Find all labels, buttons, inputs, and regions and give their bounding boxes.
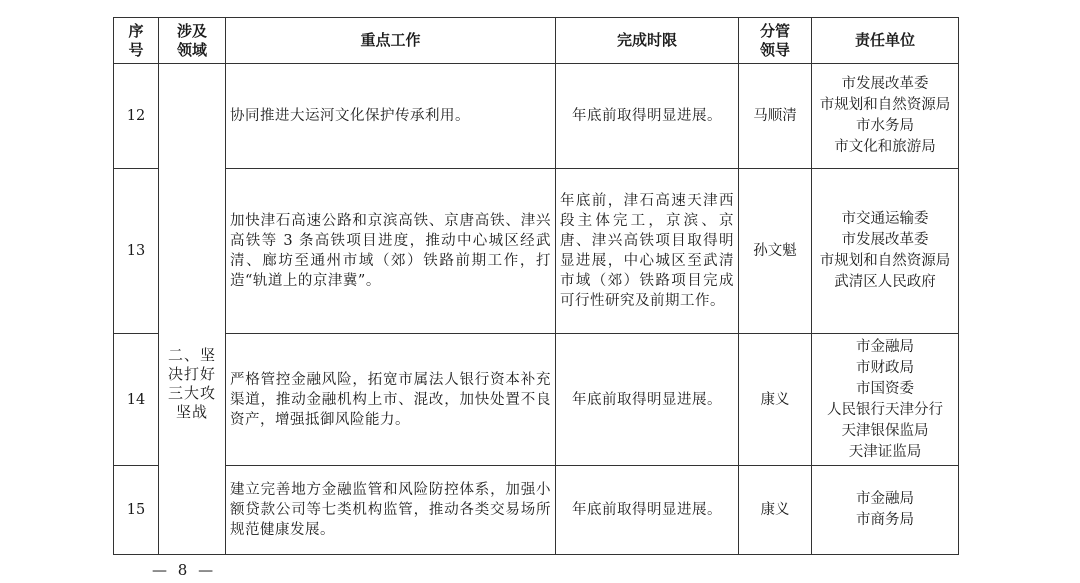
table-row	[114, 466, 959, 555]
deadline-cell: 年底前取得明显进展。	[556, 333, 739, 466]
header-responsible-units: 责任单位	[812, 18, 959, 64]
row-number: 15	[114, 466, 159, 555]
table-row	[114, 168, 959, 333]
key-work-cell: 加快津石高速公路和京滨高铁、京唐高铁、津兴高铁等 3 条高铁项目进度，推动中心城区经武清、廊坊至通州市域（郊）铁路前期工作，打造“轨道上的京津冀”。	[226, 168, 556, 333]
row-number: 13	[114, 168, 159, 333]
responsible-units-cell: 市发展改革委 市规划和自然资源局 市水务局 市文化和旅游局	[812, 64, 959, 169]
header-leader: 分管 领导	[739, 18, 812, 64]
header-deadline: 完成时限	[556, 18, 739, 64]
responsible-units-cell: 市交通运输委 市发展改革委 市规划和自然资源局 武清区人民政府	[812, 168, 959, 333]
header-domain: 涉及 领域	[159, 18, 226, 64]
page-number: — 8 —	[152, 561, 217, 579]
responsible-units-cell: 市金融局 市商务局	[812, 466, 959, 555]
deadline-cell: 年底前取得明显进展。	[556, 466, 739, 555]
table-header-row	[114, 18, 959, 64]
leader-cell: 孙文魁	[739, 168, 812, 333]
domain-cell: 二、坚决打好三大攻坚战	[159, 64, 226, 555]
key-work-cell: 建立完善地方金融监管和风险防控体系，加强小额贷款公司等七类机构监管，推动各类交易场所规范健康发展。	[226, 466, 556, 555]
responsible-units-cell: 市金融局 市财政局 市国资委 人民银行天津分行 天津银保监局 天津证监局	[812, 333, 959, 466]
header-number: 序 号	[114, 18, 159, 64]
tasks-table	[113, 17, 959, 555]
leader-cell: 马顺清	[739, 64, 812, 169]
key-work-cell: 协同推进大运河文化保护传承利用。	[226, 64, 556, 169]
table-row	[114, 64, 959, 169]
key-work-cell: 严格管控金融风险，拓宽市属法人银行资本补充渠道，推动金融机构上市、混改，加快处置不良资产，增强抵御风险能力。	[226, 333, 556, 466]
deadline-cell: 年底前，津石高速天津西段主体完工，京滨、京唐、津兴高铁项目取得明显进展，中心城区至武清市域（郊）铁路项目完成可行性研究及前期工作。	[556, 168, 739, 333]
row-number: 12	[114, 64, 159, 169]
deadline-cell: 年底前取得明显进展。	[556, 64, 739, 169]
leader-cell: 康义	[739, 333, 812, 466]
table-row	[114, 333, 959, 466]
header-key-work: 重点工作	[226, 18, 556, 64]
row-number: 14	[114, 333, 159, 466]
leader-cell: 康义	[739, 466, 812, 555]
